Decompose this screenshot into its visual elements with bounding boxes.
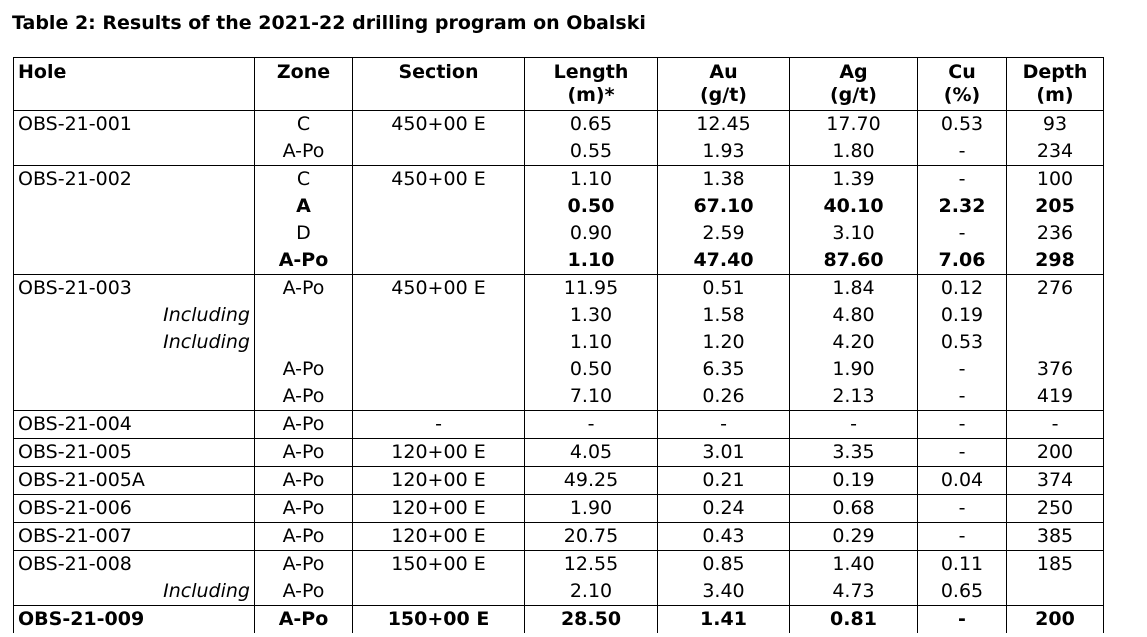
cell-ag: 2.13 xyxy=(790,383,918,411)
cell-length: 1.10 xyxy=(525,247,658,275)
cell-ag: 4.20 xyxy=(790,329,918,356)
cell-depth: 419 xyxy=(1007,383,1104,411)
table-row xyxy=(14,138,1104,166)
cell-ag: 1.84 xyxy=(790,275,918,303)
cell-length: 28.50 xyxy=(525,606,658,634)
cell-section: 150+00 E xyxy=(353,551,525,579)
cell-depth xyxy=(1007,302,1104,329)
header-cu-line2: (%) xyxy=(943,84,981,106)
cell-length: 0.65 xyxy=(525,111,658,139)
cell-length: 49.25 xyxy=(525,467,658,495)
cell-section: 120+00 E xyxy=(353,467,525,495)
cell-ag: 3.10 xyxy=(790,220,918,247)
cell-cu: 0.65 xyxy=(918,578,1007,606)
cell-cu: - xyxy=(918,220,1007,247)
cell-depth: 298 xyxy=(1007,247,1104,275)
cell-section: 150+00 E xyxy=(353,606,525,634)
cell-ag: 1.39 xyxy=(790,166,918,194)
cell-depth: 200 xyxy=(1007,439,1104,467)
cell-au: 1.58 xyxy=(658,302,790,329)
cell-ag: 1.90 xyxy=(790,356,918,383)
header-hole: Hole xyxy=(14,58,255,111)
cell-section: - xyxy=(353,411,525,439)
cell-ag: 1.40 xyxy=(790,551,918,579)
table-row xyxy=(14,606,1104,634)
cell-zone: A-Po xyxy=(255,578,353,606)
cell-length: 0.55 xyxy=(525,138,658,166)
cell-zone: A-Po xyxy=(255,439,353,467)
cell-depth xyxy=(1007,329,1104,356)
cell-hole: OBS-21-006 xyxy=(14,495,255,523)
cell-ag: 0.19 xyxy=(790,467,918,495)
cell-length: 1.90 xyxy=(525,495,658,523)
header-ag-line2: (g/t) xyxy=(830,84,877,106)
cell-au: 0.24 xyxy=(658,495,790,523)
cell-length: 4.05 xyxy=(525,439,658,467)
cell-au: 0.43 xyxy=(658,523,790,551)
cell-length: 1.10 xyxy=(525,329,658,356)
cell-section xyxy=(353,578,525,606)
cell-cu: - xyxy=(918,495,1007,523)
cell-hole xyxy=(14,356,255,383)
cell-au: - xyxy=(658,411,790,439)
cell-zone: A-Po xyxy=(255,275,353,303)
table-row xyxy=(14,523,1104,551)
cell-length: 0.50 xyxy=(525,193,658,220)
table-row xyxy=(14,551,1104,579)
table-row xyxy=(14,220,1104,247)
cell-length: 12.55 xyxy=(525,551,658,579)
cell-section: 450+00 E xyxy=(353,111,525,139)
table-row xyxy=(14,302,1104,329)
cell-cu: 0.04 xyxy=(918,467,1007,495)
cell-depth: 276 xyxy=(1007,275,1104,303)
cell-depth: 205 xyxy=(1007,193,1104,220)
cell-length: 1.10 xyxy=(525,166,658,194)
cell-ag: 4.80 xyxy=(790,302,918,329)
cell-hole: OBS-21-007 xyxy=(14,523,255,551)
cell-hole: OBS-21-009 xyxy=(14,606,255,634)
cell-hole xyxy=(14,383,255,411)
cell-hole: OBS-21-005A xyxy=(14,467,255,495)
cell-cu: 0.19 xyxy=(918,302,1007,329)
cell-depth: 93 xyxy=(1007,111,1104,139)
cell-cu: - xyxy=(918,166,1007,194)
cell-length: 1.30 xyxy=(525,302,658,329)
cell-depth: 200 xyxy=(1007,606,1104,634)
cell-zone: D xyxy=(255,220,353,247)
header-section: Section xyxy=(353,58,525,111)
cell-au: 2.59 xyxy=(658,220,790,247)
cell-au: 3.40 xyxy=(658,578,790,606)
table-row xyxy=(14,275,1104,303)
cell-zone: A xyxy=(255,193,353,220)
cell-zone: A-Po xyxy=(255,606,353,634)
cell-zone: A-Po xyxy=(255,383,353,411)
table-title: Table 2: Results of the 2021-22 drilling program on Obalski xyxy=(12,12,646,34)
cell-depth: 385 xyxy=(1007,523,1104,551)
cell-cu: - xyxy=(918,383,1007,411)
cell-ag: 17.70 xyxy=(790,111,918,139)
cell-ag: 3.35 xyxy=(790,439,918,467)
cell-depth: 185 xyxy=(1007,551,1104,579)
cell-zone xyxy=(255,329,353,356)
cell-zone: A-Po xyxy=(255,138,353,166)
cell-au: 0.26 xyxy=(658,383,790,411)
cell-au: 1.20 xyxy=(658,329,790,356)
table-row xyxy=(14,166,1104,194)
cell-section: 120+00 E xyxy=(353,439,525,467)
table-row xyxy=(14,495,1104,523)
cell-depth: 250 xyxy=(1007,495,1104,523)
cell-length: 11.95 xyxy=(525,275,658,303)
cell-length: 20.75 xyxy=(525,523,658,551)
cell-hole: OBS-21-004 xyxy=(14,411,255,439)
header-length xyxy=(525,58,658,111)
cell-zone: A-Po xyxy=(255,467,353,495)
cell-length: 2.10 xyxy=(525,578,658,606)
cell-au: 1.93 xyxy=(658,138,790,166)
cell-au: 67.10 xyxy=(658,193,790,220)
cell-zone: A-Po xyxy=(255,411,353,439)
table-row xyxy=(14,193,1104,220)
cell-au: 47.40 xyxy=(658,247,790,275)
header-cu-line1: Cu xyxy=(948,61,976,83)
cell-cu: - xyxy=(918,439,1007,467)
cell-zone: A-Po xyxy=(255,495,353,523)
cell-ag: 1.80 xyxy=(790,138,918,166)
header-length-line2: (m)* xyxy=(567,84,615,106)
header-au xyxy=(658,58,790,111)
cell-hole: OBS-21-002 xyxy=(14,166,255,194)
cell-zone: A-Po xyxy=(255,356,353,383)
cell-au: 3.01 xyxy=(658,439,790,467)
header-ag xyxy=(790,58,918,111)
cell-depth: 374 xyxy=(1007,467,1104,495)
cell-zone: A-Po xyxy=(255,551,353,579)
table-row xyxy=(14,247,1104,275)
cell-cu: 0.53 xyxy=(918,111,1007,139)
cell-ag: 0.81 xyxy=(790,606,918,634)
cell-cu: 2.32 xyxy=(918,193,1007,220)
cell-au: 12.45 xyxy=(658,111,790,139)
cell-depth: - xyxy=(1007,411,1104,439)
cell-hole: OBS-21-001 xyxy=(14,111,255,139)
cell-section xyxy=(353,383,525,411)
cell-section xyxy=(353,247,525,275)
cell-cu: - xyxy=(918,523,1007,551)
cell-ag: 87.60 xyxy=(790,247,918,275)
cell-cu: 0.11 xyxy=(918,551,1007,579)
cell-section xyxy=(353,329,525,356)
cell-section: 450+00 E xyxy=(353,166,525,194)
cell-ag: 0.68 xyxy=(790,495,918,523)
cell-hole: Including xyxy=(14,578,255,606)
cell-cu: - xyxy=(918,606,1007,634)
cell-depth: 234 xyxy=(1007,138,1104,166)
header-depth-line2: (m) xyxy=(1036,84,1074,106)
cell-cu: 0.53 xyxy=(918,329,1007,356)
cell-zone: C xyxy=(255,111,353,139)
cell-au: 0.51 xyxy=(658,275,790,303)
cell-au: 0.21 xyxy=(658,467,790,495)
cell-cu: - xyxy=(918,411,1007,439)
cell-depth: 376 xyxy=(1007,356,1104,383)
cell-cu: 0.12 xyxy=(918,275,1007,303)
cell-ag: 40.10 xyxy=(790,193,918,220)
table-row xyxy=(14,111,1104,139)
cell-hole: Including xyxy=(14,302,255,329)
cell-zone: C xyxy=(255,166,353,194)
cell-section: 120+00 E xyxy=(353,523,525,551)
header-depth-line1: Depth xyxy=(1022,61,1088,83)
table-row xyxy=(14,439,1104,467)
table-row xyxy=(14,578,1104,606)
cell-ag: - xyxy=(790,411,918,439)
cell-section: 120+00 E xyxy=(353,495,525,523)
cell-hole: Including xyxy=(14,329,255,356)
cell-zone: A-Po xyxy=(255,247,353,275)
table-row xyxy=(14,467,1104,495)
cell-hole xyxy=(14,247,255,275)
header-au-line1: Au xyxy=(709,61,738,83)
cell-section xyxy=(353,193,525,220)
cell-depth xyxy=(1007,578,1104,606)
cell-ag: 0.29 xyxy=(790,523,918,551)
cell-length: 7.10 xyxy=(525,383,658,411)
cell-au: 0.85 xyxy=(658,551,790,579)
cell-cu: - xyxy=(918,138,1007,166)
cell-length: 0.90 xyxy=(525,220,658,247)
cell-hole: OBS-21-008 xyxy=(14,551,255,579)
cell-section xyxy=(353,138,525,166)
table-row xyxy=(14,411,1104,439)
cell-hole xyxy=(14,193,255,220)
header-ag-line1: Ag xyxy=(839,61,868,83)
header-au-line2: (g/t) xyxy=(700,84,747,106)
header-depth xyxy=(1007,58,1104,111)
table-row xyxy=(14,329,1104,356)
cell-depth: 236 xyxy=(1007,220,1104,247)
cell-hole: OBS-21-005 xyxy=(14,439,255,467)
cell-cu: 7.06 xyxy=(918,247,1007,275)
cell-length: 0.50 xyxy=(525,356,658,383)
cell-section xyxy=(353,220,525,247)
cell-au: 1.41 xyxy=(658,606,790,634)
header-length-line1: Length xyxy=(553,61,629,83)
cell-hole xyxy=(14,220,255,247)
header-cu xyxy=(918,58,1007,111)
table-row xyxy=(14,383,1104,411)
cell-au: 1.38 xyxy=(658,166,790,194)
cell-depth: 100 xyxy=(1007,166,1104,194)
cell-ag: 4.73 xyxy=(790,578,918,606)
cell-zone: A-Po xyxy=(255,523,353,551)
header-row xyxy=(14,58,1104,111)
table-row xyxy=(14,356,1104,383)
header-zone: Zone xyxy=(255,58,353,111)
cell-au: 6.35 xyxy=(658,356,790,383)
cell-section: 450+00 E xyxy=(353,275,525,303)
drilling-results-table xyxy=(13,57,1104,633)
cell-section xyxy=(353,356,525,383)
cell-hole xyxy=(14,138,255,166)
cell-hole: OBS-21-003 xyxy=(14,275,255,303)
cell-zone xyxy=(255,302,353,329)
cell-section xyxy=(353,302,525,329)
cell-length: - xyxy=(525,411,658,439)
cell-cu: - xyxy=(918,356,1007,383)
